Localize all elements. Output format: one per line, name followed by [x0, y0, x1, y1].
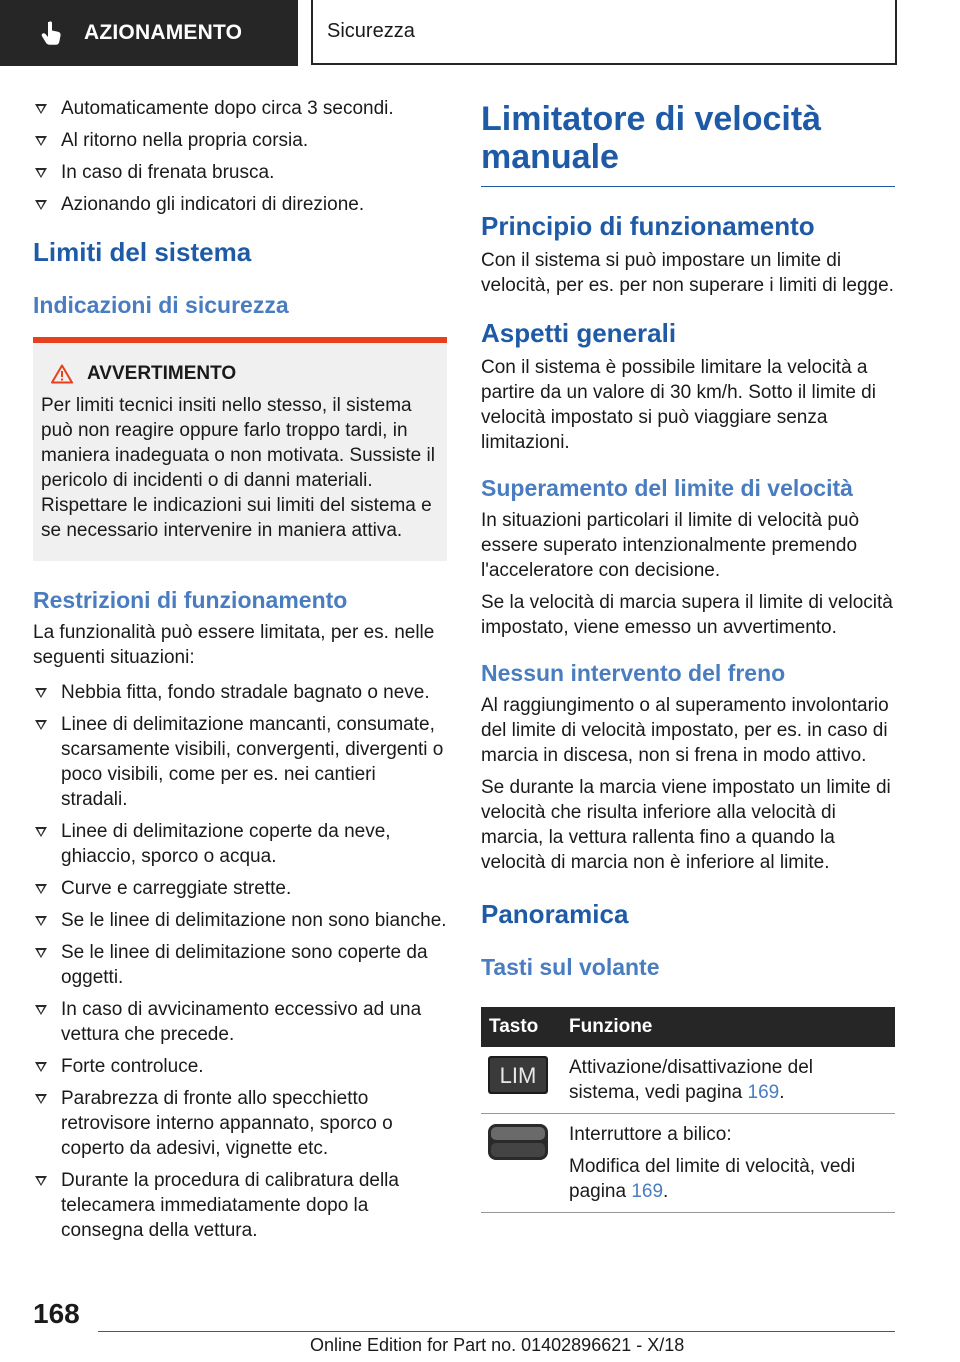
exceed-heading: Superamento del limite di velocità — [481, 475, 853, 501]
section-title: Sicurezza — [327, 20, 415, 42]
title-divider — [481, 186, 895, 187]
list-item: Curve e carreggiate strette. — [33, 876, 447, 901]
list-item: Parabrezza di fronte allo specchietto retrovisore interno appannato, sporco o coperto da adesivi, vignette etc. — [33, 1086, 447, 1161]
triangle-bullet-icon — [35, 1094, 47, 1104]
function-cell: Attivazione/disattivazione del sistema, vedi pagina 169. — [561, 1047, 895, 1114]
warning-title-row — [51, 363, 439, 385]
triangle-bullet-icon — [35, 720, 47, 730]
triangle-bullet-icon — [35, 916, 47, 926]
list-item: Linee di delimitazione coperte da neve, ghiaccio, sporco o acqua. — [33, 819, 447, 869]
footer-edition: Online Edition for Part no. 01402896621 - X/18 — [310, 1335, 685, 1355]
key-cell — [481, 1114, 561, 1213]
list-item: Nebbia fitta, fondo stradale bagnato o neve. — [33, 680, 447, 705]
triangle-bullet-icon — [35, 688, 47, 698]
triangle-bullet-icon — [35, 104, 47, 114]
footer-divider — [98, 1331, 895, 1332]
exceed-text-2: Se la velocità di marcia supera il limite di velocità impostato, viene emesso un avvertimento. — [481, 592, 893, 638]
table-row — [481, 1047, 895, 1114]
restrictions-heading: Restrizioni di funzionamento — [33, 587, 348, 613]
left-column — [33, 96, 447, 1250]
triangle-bullet-icon — [35, 136, 47, 146]
list-item: Se le linee di delimitazione non sono bianche. — [33, 908, 447, 933]
warning-box — [33, 337, 447, 561]
principle-text: Con il sistema si può impostare un limite di velocità, per es. per non superare i limiti di legge. — [481, 250, 894, 296]
general-text: Con il sistema è possibile limitare la velocità a partire da un valore di 30 km/h. Sotto il limite di velocità impostato si può viaggiare senza limitazioni. — [481, 357, 876, 453]
restrictions-intro: La funzionalità può essere limitata, per es. nelle seguenti situazioni: — [33, 622, 435, 668]
chapter-tab — [0, 0, 298, 66]
top-bullet-list — [33, 96, 447, 217]
right-column — [481, 100, 895, 1213]
brake-heading: Nessun intervento del freno — [481, 660, 786, 686]
list-item: In caso di avvicinamento eccessivo ad una vettura che precede. — [33, 997, 447, 1047]
section-box — [311, 0, 897, 65]
warning-title: AVVERTIMENTO — [87, 363, 237, 384]
function-cell: Interruttore a bilico: Modifica del limite di velocità, vedi pagina 169. — [561, 1114, 895, 1213]
triangle-bullet-icon — [35, 948, 47, 958]
lim-button-label: LIM — [499, 1063, 537, 1088]
brake-text-1: Al raggiungimento o al superamento involontario del limite di velocità impostato, per es. in caso di marcia in discesa, non si frena in modo attivo. — [481, 695, 889, 766]
list-item: Azionando gli indicatori di direzione. — [33, 192, 447, 217]
warning-triangle-icon — [51, 364, 73, 384]
triangle-bullet-icon — [35, 1005, 47, 1015]
hand-pointer-icon — [40, 20, 64, 46]
page-link[interactable]: 169 — [747, 1082, 780, 1103]
table-header-row — [481, 1007, 895, 1047]
principle-heading: Principio di funzionamento — [481, 211, 815, 241]
page-header — [0, 0, 960, 66]
list-item: Se le linee di delimitazione sono coperte da oggetti. — [33, 940, 447, 990]
brake-text-2: Se durante la marcia viene impostato un limite di velocità che risulta inferiore alla velocità di marcia, la vettura rallenta fino a quando la velocità di marcia non è inferiore al limite. — [481, 777, 891, 873]
triangle-bullet-icon — [35, 168, 47, 178]
list-item: Linee di delimitazione mancanti, consumate, scarsamente visibili, convergenti, divergenti o poco visibili, come per es. nei cantieri stradali. — [33, 712, 447, 812]
limits-heading: Limiti del sistema — [33, 237, 252, 267]
column-header-function: Funzione — [561, 1007, 895, 1047]
page-number: 168 — [33, 1298, 80, 1329]
general-heading: Aspetti generali — [481, 318, 677, 348]
warning-text: Per limiti tecnici insiti nello stesso, il sistema può non reagire oppure farlo troppo tardi, in maniera inadeguata o non motivata. Sussiste il pericolo di incidenti o di danni materiali. Rispettare le indicazioni sui limiti del sistema e se necessario intervenire in maniera attiva. — [41, 395, 435, 541]
page-link[interactable]: 169 — [631, 1181, 664, 1202]
rocker-switch-icon — [487, 1122, 549, 1162]
wheel-heading: Tasti sul volante — [481, 954, 660, 980]
restrictions-list — [33, 680, 447, 1243]
triangle-bullet-icon — [35, 200, 47, 210]
exceed-text-1: In situazioni particolari il limite di velocità può essere superato intenzionalmente premendo l'acceleratore con decisione. — [481, 510, 860, 581]
chapter-title: AZIONAMENTO — [84, 21, 243, 44]
triangle-bullet-icon — [35, 827, 47, 837]
lim-button-icon — [487, 1055, 549, 1095]
table-row — [481, 1114, 895, 1213]
column-header-key: Tasto — [481, 1007, 561, 1047]
main-title: Limitatore di velocità manuale — [481, 100, 822, 176]
list-item: Forte controluce. — [33, 1054, 447, 1079]
list-item: Durante la procedura di calibratura della telecamera immediatamente dopo la consegna della vettura. — [33, 1168, 447, 1243]
triangle-bullet-icon — [35, 884, 47, 894]
list-item: In caso di frenata brusca. — [33, 160, 447, 185]
list-item: Automaticamente dopo circa 3 secondi. — [33, 96, 447, 121]
overview-heading: Panoramica — [481, 899, 629, 929]
key-cell — [481, 1047, 561, 1114]
safety-heading: Indicazioni di sicurezza — [33, 292, 289, 318]
triangle-bullet-icon — [35, 1062, 47, 1072]
triangle-bullet-icon — [35, 1176, 47, 1186]
list-item: Al ritorno nella propria corsia. — [33, 128, 447, 153]
steering-keys-table — [481, 1007, 895, 1213]
